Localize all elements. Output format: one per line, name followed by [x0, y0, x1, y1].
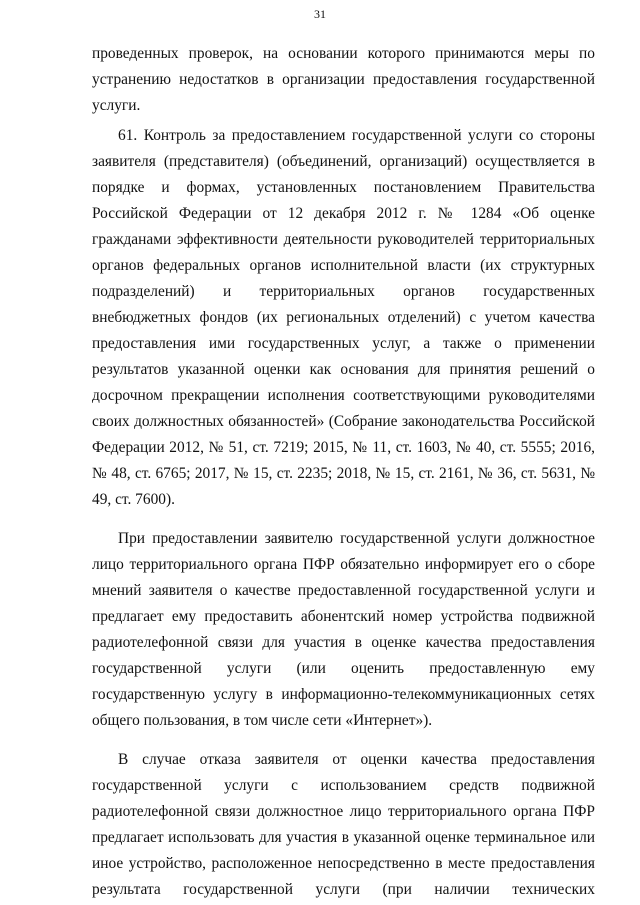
document-body [92, 41, 595, 903]
paragraph-item-61: 61. Контроль за предоставлением государственной услуги со стороны заявителя (представителя) (объединений, организаций) осуществляется в порядке и формах, установленных постановлением Правительства Российской Федерации от 12 декабря 2012 г. № 1284 «Об оценке гражданами эффективности деятельности руководителей территориальных органов федеральных органов исполнительной власти (их структурных подразделений) и территориальных органов государственных внебюджетных фондов (их региональных отделений) с учетом качества предоставления ими государственных услуг, а также о применении результатов указанной оценки как основания для принятия решений о досрочном прекращении исполнения соответствующими руководителями своих должностных обязанностей» (Собрание законодательства Российской Федерации 2012, № 51, ст. 7219; 2015, № 11, ст. 1603, № 40, ст. 5555; 2016, № 48, ст. 6765; 2017, № 15, ст. 2235; 2018, № 15, ст. 2161, № 36, ст. 5631, № 49, ст. 7600). [92, 127, 595, 508]
paragraph-continuation: проведенных проверок, на основании которого принимаются меры по устранению недостатков в организации предоставления государственной услуги. [92, 45, 595, 114]
paragraph-feedback-collection: При предоставлении заявителю государственной услуги должностное лицо территориального органа ПФР обязательно информирует его о сборе мнений заявителя о качестве предоставленной государственной услуги и предлагает ему предоставить абонентский номер устройства подвижной радиотелефонной связи для участия в оценке качества предоставления государственной услуги (или оценить предоставленную ему государственную услугу в информационно-телекоммуникационных сетях общего пользования, в том числе сети «Интернет»). [92, 530, 595, 729]
paragraph-refusal-case: В случае отказа заявителя от оценки качества предоставления государственной услуги с использованием средств подвижной радиотелефонной связи должностное лицо территориального органа ПФР предлагает использовать для участия в указанной оценке терминальное или иное устройство, расположенное непосредственно в месте предоставления результата государственной услуги (при наличии технических [92, 751, 595, 898]
page-number: 31 [314, 7, 326, 21]
